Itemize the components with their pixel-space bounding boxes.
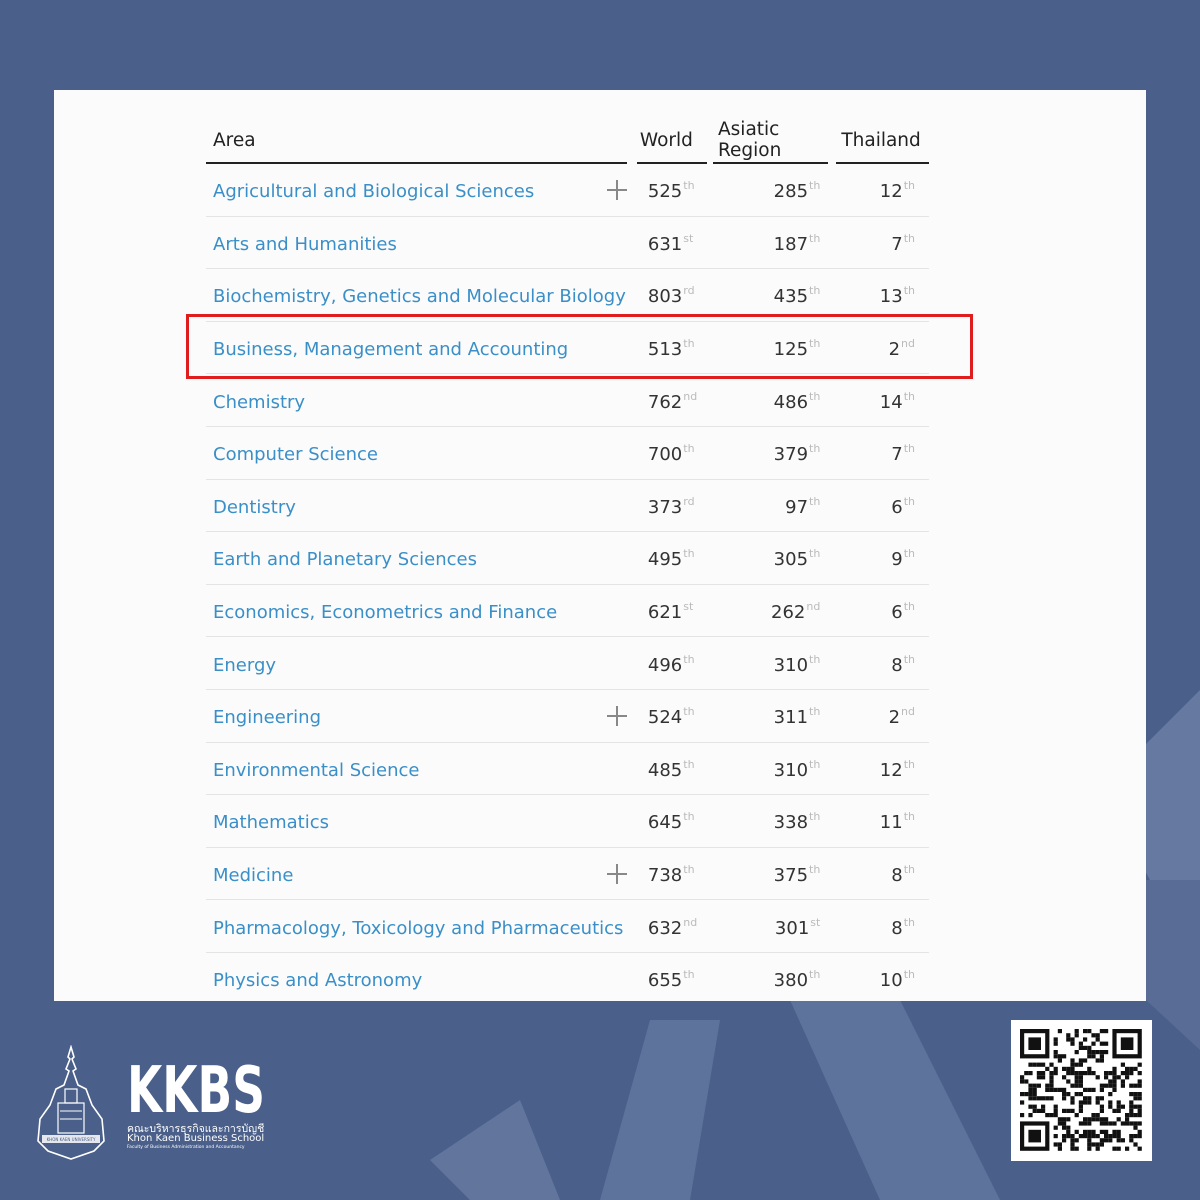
asia-rank: 311th — [711, 690, 834, 743]
world-rank: 373rd — [633, 480, 711, 533]
area-link[interactable]: Pharmacology, Toxicology and Pharmaceutics — [206, 900, 633, 953]
world-rank: 762nd — [633, 374, 711, 427]
area-link[interactable]: Engineering — [206, 690, 633, 743]
asia-rank: 305th — [711, 532, 834, 585]
area-link[interactable]: Biochemistry, Genetics and Molecular Biology — [206, 269, 633, 322]
area-link[interactable]: Mathematics — [206, 795, 633, 848]
asia-rank: 125th — [711, 322, 834, 375]
area-link[interactable]: Medicine — [206, 848, 633, 901]
asia-rank: 486th — [711, 374, 834, 427]
area-link[interactable]: Computer Science — [206, 427, 633, 480]
highlight-box — [186, 314, 973, 379]
area-link[interactable]: Arts and Humanities — [206, 217, 633, 270]
area-link[interactable]: Physics and Astronomy — [206, 953, 633, 1001]
thailand-rank: 6th — [834, 585, 929, 638]
thailand-rank: 6th — [834, 480, 929, 533]
thailand-rank: 13th — [834, 269, 929, 322]
world-rank: 645th — [633, 795, 711, 848]
world-rank: 655th — [633, 953, 711, 1001]
area-link[interactable]: Economics, Econometrics and Finance — [206, 585, 633, 638]
world-rank: 621st — [633, 585, 711, 638]
table-row — [206, 953, 929, 1001]
world-rank: 524th — [633, 690, 711, 743]
table-row — [206, 900, 929, 953]
table-row — [206, 532, 929, 585]
logo-text: KKBS — [127, 1060, 265, 1116]
thai-faculty-name: คณะบริหารธุรกิจและการบัญชี — [127, 1123, 265, 1135]
table-row — [206, 374, 929, 427]
table-header-row — [206, 116, 929, 164]
thailand-rank: 7th — [834, 217, 929, 270]
area-link[interactable]: Chemistry — [206, 374, 633, 427]
world-rank: 631st — [633, 217, 711, 270]
thailand-rank: 14th — [834, 374, 929, 427]
table-row — [206, 743, 929, 796]
asia-rank: 187th — [711, 217, 834, 270]
world-rank: 803rd — [633, 269, 711, 322]
world-rank: 513th — [633, 322, 711, 375]
table-row — [206, 480, 929, 533]
thailand-rank: 10th — [834, 953, 929, 1001]
table-row — [206, 217, 929, 270]
header-world[interactable]: World — [633, 116, 711, 164]
area-link[interactable]: Business, Management and Accounting — [206, 322, 633, 375]
table-row — [206, 795, 929, 848]
thailand-rank: 2nd — [834, 690, 929, 743]
asia-rank: 97th — [711, 480, 834, 533]
asia-rank: 285th — [711, 164, 834, 217]
expand-plus-icon[interactable] — [607, 706, 627, 726]
header-area[interactable]: Area — [206, 116, 633, 164]
english-school-name: Khon Kaen Business School — [127, 1133, 265, 1144]
asia-rank: 310th — [711, 743, 834, 796]
kkbs-logo — [127, 1060, 267, 1116]
table-row — [206, 637, 929, 690]
asia-rank: 338th — [711, 795, 834, 848]
thailand-rank: 9th — [834, 532, 929, 585]
asia-rank: 380th — [711, 953, 834, 1001]
faculty-subtitle: Faculty of Business Administration and Accountancy — [127, 1145, 245, 1150]
world-rank: 495th — [633, 532, 711, 585]
table-row — [206, 427, 929, 480]
area-link[interactable]: Dentistry — [206, 480, 633, 533]
asia-rank: 310th — [711, 637, 834, 690]
world-rank: 738th — [633, 848, 711, 901]
asia-rank: 435th — [711, 269, 834, 322]
world-rank: 496th — [633, 637, 711, 690]
header-thailand[interactable]: Thailand — [834, 116, 929, 164]
thailand-rank: 12th — [834, 743, 929, 796]
thailand-rank: 8th — [834, 900, 929, 953]
asia-rank: 379th — [711, 427, 834, 480]
table-row — [206, 848, 929, 901]
rankings-card — [54, 90, 1146, 1001]
world-rank: 525th — [633, 164, 711, 217]
table-row — [206, 585, 929, 638]
asia-rank: 375th — [711, 848, 834, 901]
qr-code-icon[interactable] — [1011, 1020, 1152, 1161]
world-rank: 700th — [633, 427, 711, 480]
expand-plus-icon[interactable] — [607, 180, 627, 200]
area-link[interactable]: Environmental Science — [206, 743, 633, 796]
area-link[interactable]: Earth and Planetary Sciences — [206, 532, 633, 585]
asia-rank: 262nd — [711, 585, 834, 638]
seal-label: KHON KAEN UNIVERSITY — [46, 1137, 96, 1142]
thailand-rank: 8th — [834, 848, 929, 901]
world-rank: 485th — [633, 743, 711, 796]
thailand-rank: 7th — [834, 427, 929, 480]
thailand-rank: 12th — [834, 164, 929, 217]
world-rank: 632nd — [633, 900, 711, 953]
area-link[interactable]: Energy — [206, 637, 633, 690]
area-link[interactable]: Agricultural and Biological Sciences — [206, 164, 633, 217]
thailand-rank: 11th — [834, 795, 929, 848]
asia-rank: 301st — [711, 900, 834, 953]
rankings-table — [206, 116, 929, 1001]
expand-plus-icon[interactable] — [607, 864, 627, 884]
university-seal-icon — [36, 1045, 106, 1161]
table-row — [206, 164, 929, 217]
thailand-rank: 2nd — [834, 322, 929, 375]
header-asiatic-region[interactable]: Asiatic Region — [711, 116, 834, 164]
thailand-rank: 8th — [834, 637, 929, 690]
table-row — [206, 690, 929, 743]
